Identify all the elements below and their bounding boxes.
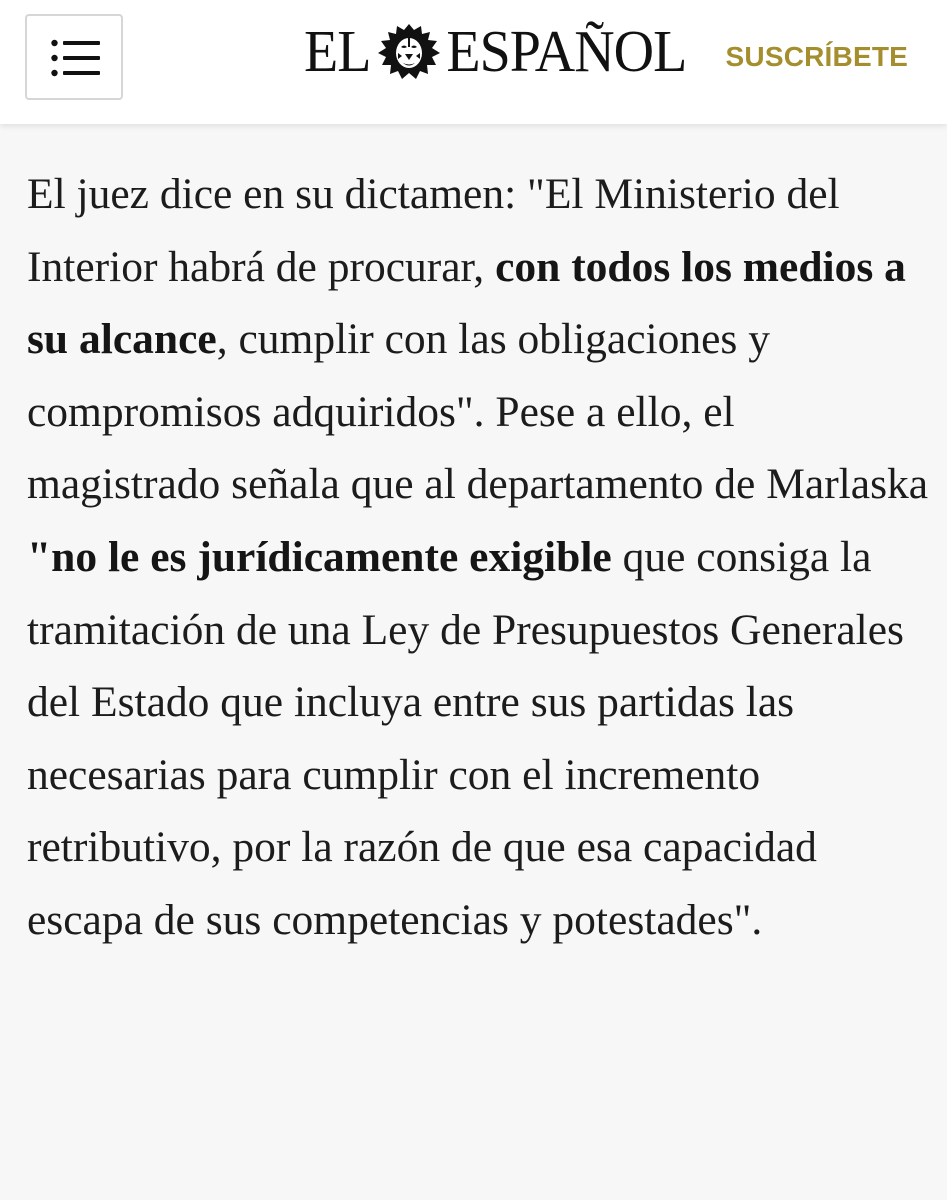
subscribe-link[interactable]: SUSCRÍBETE [725, 41, 908, 72]
logo-text-left: EL [304, 19, 371, 85]
article-bold-segment: con todos los medios a su alcance [27, 242, 906, 364]
article-paragraph [27, 158, 932, 957]
hamburger-menu-icon [51, 38, 101, 78]
lion-head-icon [376, 23, 442, 81]
article-text-segment: , cumplir con las obligaciones y compromisos adquiridos". Pese a ello, el magistrado señala que al departamento de Marlaska [27, 315, 929, 509]
site-logo[interactable] [304, 19, 687, 85]
article-text-segment: que consiga la tramitación de una Ley de Presupuestos Generales del Estado que incluya entre sus partidas las necesarias para cumplir con el incremento retributivo, por la razón de que esa capacidad escapa de sus competencias y potestades". [27, 532, 904, 944]
article-text-segment: El juez dice en su dictamen: "El Ministerio del Interior habrá de procurar, [27, 170, 840, 291]
logo-text-right: ESPAÑOL [446, 19, 687, 85]
article-bold-segment: "no le es jurídicamente exigible [27, 532, 612, 581]
menu-button[interactable] [25, 14, 123, 100]
site-header [0, 0, 947, 124]
article-body [27, 158, 932, 957]
